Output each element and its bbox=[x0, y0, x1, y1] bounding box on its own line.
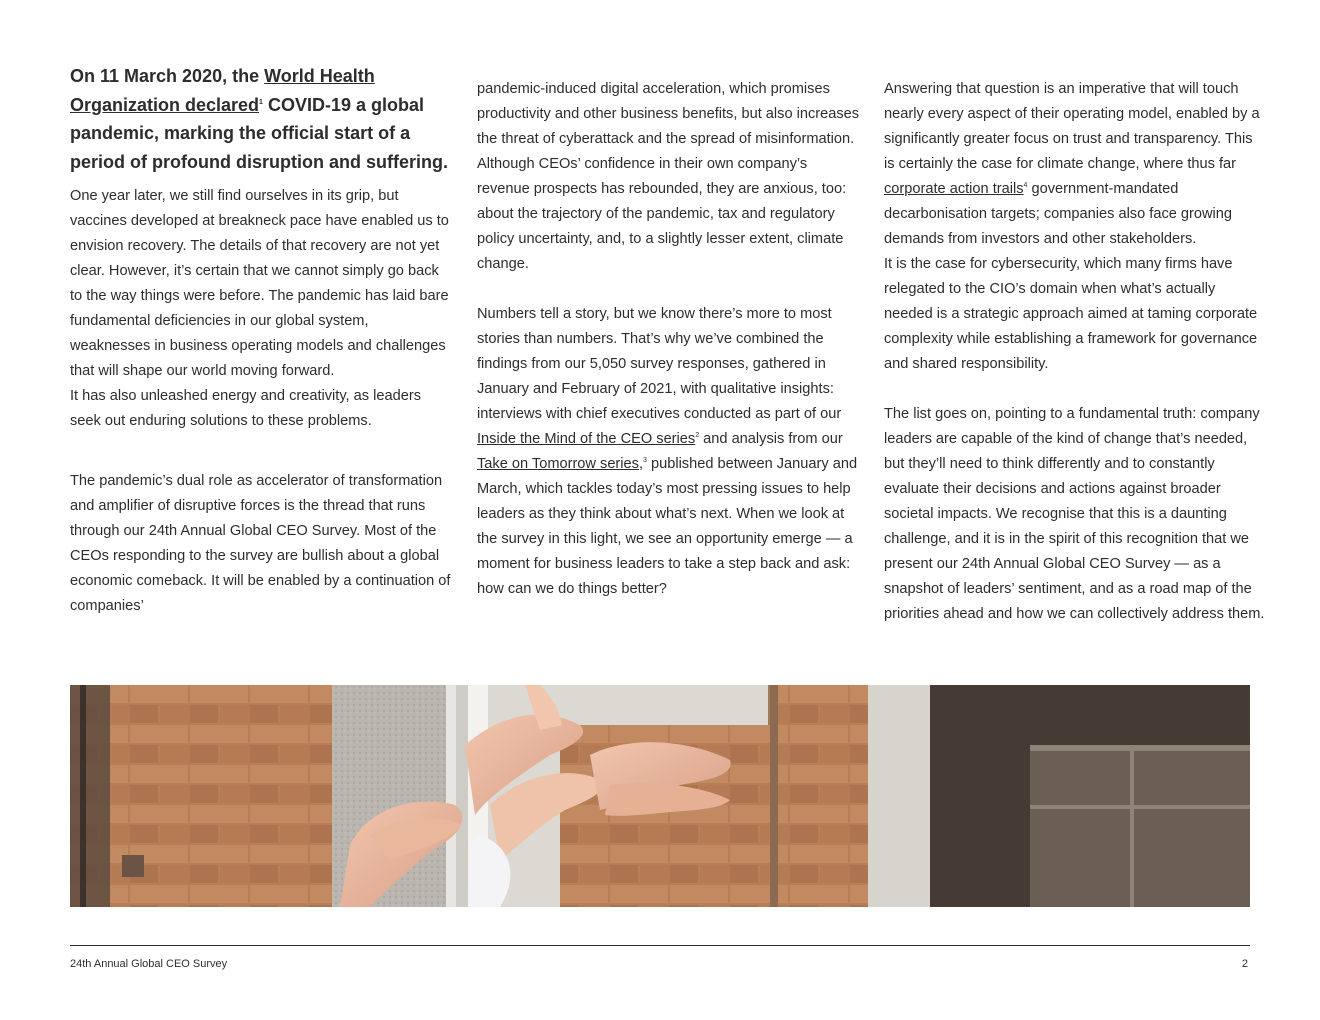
footer-title: 24th Annual Global CEO Survey bbox=[70, 958, 228, 970]
who-declaration-link[interactable]: World Health Organization declared bbox=[70, 66, 375, 115]
photo-illustration bbox=[70, 685, 1250, 907]
lead-paragraph bbox=[70, 62, 452, 176]
lead-text-start: On 11 March 2020, the bbox=[70, 66, 265, 86]
body-paragraph: The list goes on, pointing to a fundamental truth: company leaders are capable of the kind of change that’s needed, but they’ll need to think differently and to constantly evaluate their decisions and actions against broader societal impacts. We recognise that this is a daunting challenge, and it is in the spirit of this recognition that we present our 24th Annual Global CEO Survey — as a snapshot of leaders’ sentiment, and as a road map of the priorities ahead and how we can collectively address them. bbox=[884, 406, 1265, 622]
footer-divider bbox=[70, 945, 1250, 946]
body-text: , bbox=[638, 456, 644, 472]
footnote-ref-4: 4 bbox=[1023, 182, 1028, 190]
body-text: published between January and March, which tackles today’s most pressing issues to help leaders as they think about what’s next. When we look at the survey in this light, we see an opportunity emerge — a moment for business leaders to take a step back and ask: how can we do things better? bbox=[477, 456, 858, 597]
body-paragraph: One year later, we still find ourselves in its grip, but vaccines developed at breakneck pace have enabled us to envision recovery. The details of that recovery are not yet clear. However, it’s certain that we cannot simply go back to the way things were before. The pandemic has laid bare fundamental deficiencies in our global system, weaknesses in business operating models and challenges that will shape our world moving forward. bbox=[70, 188, 449, 379]
body-text: Numbers tell a story, but we know there’s more to most stories than numbers. That’s why we’ve combined the findings from our 5,050 survey responses, gathered in January and February of 2021, with qualitative insights: interviews with chief executives conducted as part of our bbox=[477, 306, 842, 422]
body-text: and analysis from our bbox=[699, 431, 843, 447]
footnote-ref-1: 1 bbox=[259, 98, 263, 106]
body-text: Answering that question is an imperative that will touch nearly every aspect of their operating model, enabled by a significantly greater focus on trust and transparency. This is certainly the case for climate change, where thus far bbox=[884, 81, 1260, 172]
column-1 bbox=[70, 62, 452, 619]
footnote-ref-2: 2 bbox=[695, 432, 700, 440]
body-paragraph: It is the case for cybersecurity, which many firms have relegated to the CIO’s domain when what’s actually needed is a strategic approach aimed at taming corporate complexity while establishing a framework for governance and shared responsibility. bbox=[884, 256, 1258, 372]
footnote-ref-3: 3 bbox=[643, 457, 647, 465]
corporate-action-trails-link[interactable]: corporate action trails bbox=[884, 181, 1024, 197]
column-3 bbox=[884, 77, 1266, 627]
body-paragraph bbox=[884, 77, 1266, 252]
inside-mind-ceo-link[interactable]: Inside the Mind of the CEO series bbox=[477, 431, 696, 447]
body-paragraph: The pandemic’s dual role as accelerator of transformation and amplifier of disruptive forces is the thread that runs through our 24th Annual Global CEO Survey. Most of the CEOs responding to the survey are bullish about a global economic comeback. It will be enabled by a continuation of companies’ bbox=[70, 473, 451, 614]
body-paragraph: It has also unleashed energy and creativity, as leaders seek out enduring solutions to these problems. bbox=[70, 388, 421, 429]
column-2 bbox=[477, 77, 862, 602]
body-paragraph bbox=[477, 302, 862, 602]
body-text: government-mandated decarbonisation targets; companies also face growing demands from investors and other stakeholders. bbox=[884, 181, 1233, 247]
body-paragraph: pandemic-induced digital acceleration, which promises productivity and other business benefits, but also increases the threat of cyberattack and the spread of misinformation. Although CEOs’ confidence in their own company’s revenue prospects has rebounded, they are anxious, too: about the trajectory of the pandemic, tax and regulatory policy uncertainty, and, to a slightly lesser extent, climate change. bbox=[477, 81, 860, 272]
lead-text-end: COVID-19 a global pandemic, marking the official start of a period of profound disruption and suffering. bbox=[70, 94, 448, 172]
take-on-tomorrow-link[interactable]: Take on Tomorrow series bbox=[477, 456, 639, 472]
clapping-hands-photo bbox=[70, 685, 1250, 907]
page-number: 2 bbox=[1241, 958, 1248, 970]
